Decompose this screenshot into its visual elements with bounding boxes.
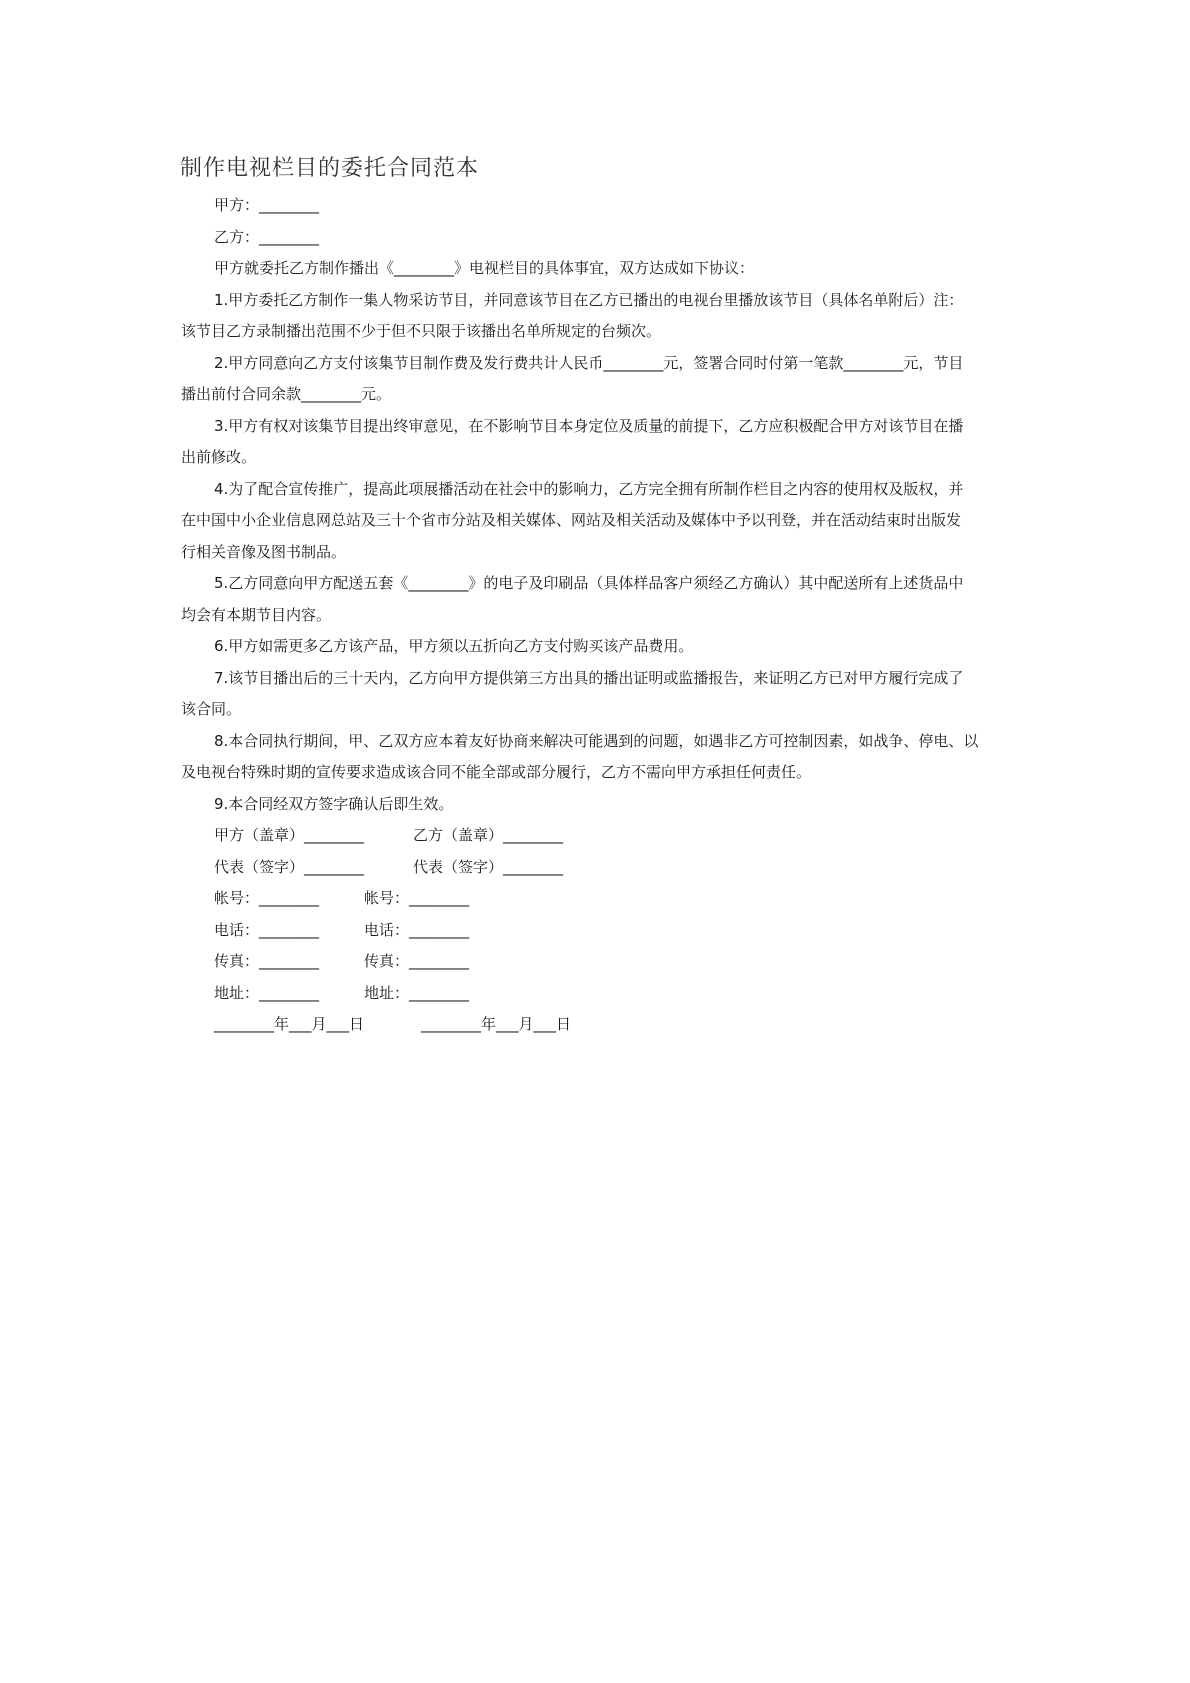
party-a-line: 甲方：________: [214, 196, 320, 214]
clause-line: 及电视台特殊时期的宣传要求造成该合同不能全部或部分履行，乙方不需向甲方承担任何责任。: [181, 763, 812, 781]
clause-line: 4.为了配合宣传推广，提高此项展播活动在社会中的影响力，乙方完全拥有所制作栏目之内容的使用权及版权，并: [214, 479, 964, 498]
fax-row: [181, 946, 1019, 978]
clause-6: [181, 631, 1019, 663]
clause-line: 6.甲方如需更多乙方该产品，甲方须以五折向乙方支付购买该产品费用。: [214, 637, 694, 655]
representative-row: [181, 852, 1019, 884]
clause-9: [181, 789, 1019, 821]
clause-7: [181, 663, 1019, 726]
party-a-phone-field: 电话：________: [214, 920, 320, 939]
phone-row: [181, 915, 1019, 947]
clause-line: 行相关音像及图书制品。: [181, 542, 347, 561]
clause-1: [181, 285, 1019, 348]
clause-5: [181, 568, 1019, 631]
clause-line: 在中国中小企业信息网总站及三十个省市分站及相关媒体、网站及相关活动及媒体中予以刊登，并在活动结束时出版发: [181, 511, 962, 529]
clause-2: [181, 348, 1019, 411]
party-a-seal-field: 甲方（盖章）________: [214, 826, 365, 844]
clause-line: 该节目乙方录制播出范围不少于但不只限于该播出名单所规定的台频次。: [181, 322, 662, 340]
intro-paragraph: 甲方就委托乙方制作播出《________》电视栏目的具体事宜，双方达成如下协议：: [214, 259, 755, 277]
party-a-account-field: 帐号：________: [214, 889, 320, 907]
party-a-fax-field: 传真：________: [214, 952, 320, 970]
document-title: 制作电视栏目的委托合同范本: [180, 156, 480, 181]
clause-line: 该合同。: [181, 700, 242, 718]
party-b-rep-field: 代表（签字）________: [413, 857, 564, 876]
clause-4: [181, 474, 1019, 569]
party-a-address-field: 地址：________: [214, 983, 320, 1002]
party-a-date-field: ________年___月___日: [214, 1015, 365, 1033]
party-a-rep-field: 代表（签字）________: [214, 857, 365, 876]
date-row: [181, 1009, 1019, 1041]
clause-line: 1.甲方委托乙方制作一集人物采访节目，并同意该节目在乙方已播出的电视台里播放该节目（具体名单附后）注：: [214, 290, 964, 309]
clause-line: 均会有本期节目内容。: [181, 605, 332, 624]
party-b-seal-field: 乙方（盖章）________: [413, 826, 564, 844]
party-b-fax-field: 传真：________: [364, 952, 470, 970]
account-row: [181, 883, 1019, 915]
clause-8: [181, 726, 1019, 789]
address-row: [181, 978, 1019, 1010]
clause-line: 9.本合同经双方签字确认后即生效。: [214, 794, 454, 813]
party-b-line: 乙方：________: [214, 227, 320, 246]
party-b-date-field: ________年___月___日: [421, 1015, 572, 1033]
seal-row: [181, 820, 1019, 852]
party-b-account-field: 帐号：________: [364, 889, 470, 907]
party-b-phone-field: 电话：________: [364, 920, 470, 939]
clause-line: 出前修改。: [181, 448, 257, 466]
clause-line: 播出前付合同余款________元。: [181, 385, 392, 403]
document-body: [181, 190, 1019, 1041]
clause-line: 7.该节目播出后的三十天内，乙方向甲方提供第三方出具的播出证明或监播报告，来证明乙方已对甲方履行完成了: [214, 668, 964, 687]
clause-line: 8.本合同执行期间，甲、乙双方应本着友好协商来解决可能遇到的问题，如遇非乙方可控制因素，如战争、停电、以: [214, 731, 979, 750]
clause-line: 5.乙方同意向甲方配送五套《________》的电子及印刷品（具体样品客户须经乙方确认）其中配送所有上述货品中: [214, 574, 964, 592]
clause-line: 2.甲方同意向乙方支付该集节目制作费及发行费共计人民币________元，签署合同时付第一笔款________元，节目: [214, 353, 964, 372]
signature-block: [181, 820, 1019, 1041]
party-b-address-field: 地址：________: [364, 983, 470, 1002]
clause-3: [181, 411, 1019, 474]
clause-line: 3.甲方有权对该集节目提出终审意见，在不影响节目本身定位及质量的前提下，乙方应积极配合甲方对该节目在播: [214, 416, 964, 435]
